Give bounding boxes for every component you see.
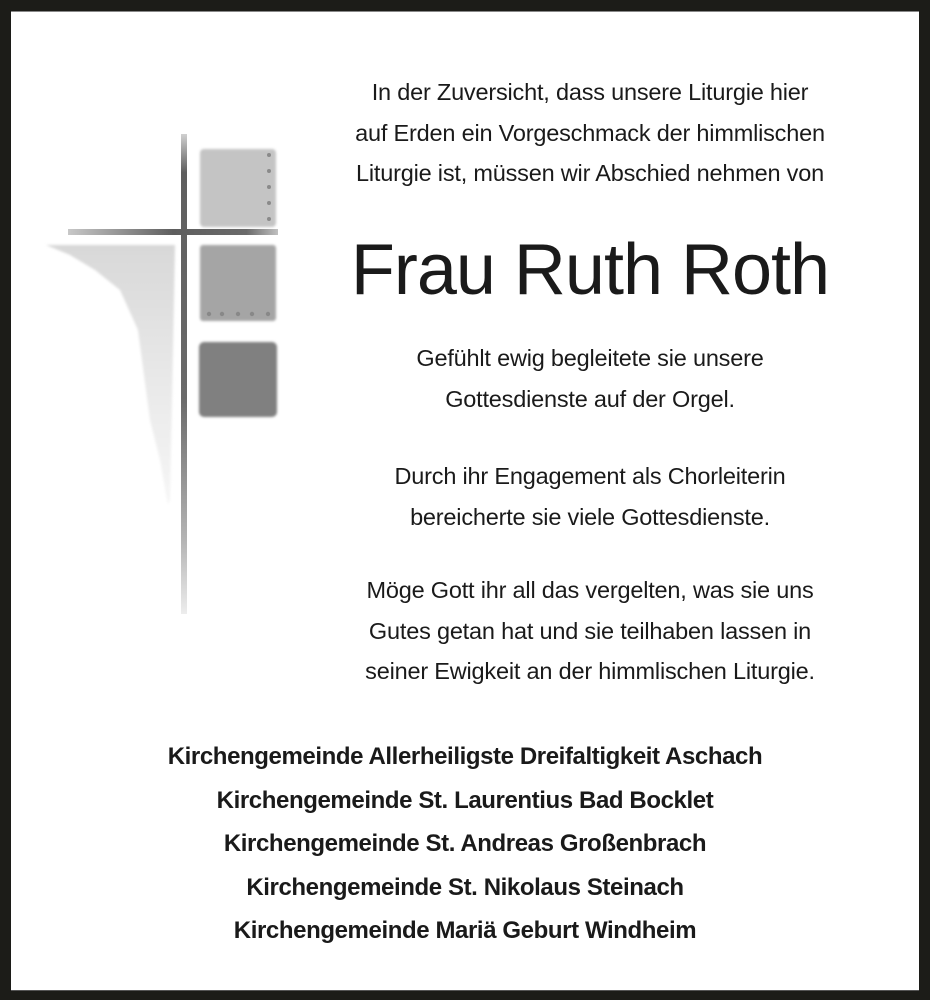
tribute-paragraph-organ [300,338,880,419]
intro-line: auf Erden ein Vorgeschmack der himmlischen [355,119,825,146]
paragraph-line: Gottesdienste auf der Orgel. [445,385,735,412]
tribute-paragraph-choir [300,456,880,537]
intro-text [300,72,880,194]
signatory-parish: Kirchengemeinde St. Nikolaus Steinach [246,873,684,901]
intro-line: Liturgie ist, müssen wir Abschied nehmen von [356,160,824,186]
signatories-list [0,735,930,953]
intro-line: In der Zuversicht, dass unsere Liturgie hier [371,79,809,105]
paragraph-line: bereicherte sie viele Gottesdienste. [410,503,770,530]
paragraph-line: Möge Gott ihr all das vergelten, was sie uns [366,577,814,603]
signatory-parish: Kirchengemeinde St. Andreas Großenbrach [223,830,707,857]
signatory-parish: Kirchengemeinde Allerheiligste Dreifaltigkeit Aschach [167,743,763,770]
signatory-parish: Kirchengemeinde St. Laurentius Bad Bocklet [216,786,714,814]
paragraph-line: Gutes getan hat und sie teilhaben lassen in [368,617,812,644]
signatory-parish: Kirchengemeinde Mariä Geburt Windheim [233,917,697,944]
paragraph-line: Durch ihr Engagement als Chorleiterin [394,463,786,489]
paragraph-line: seiner Ewigkeit an der himmlischen Liturgie. [365,658,815,684]
paragraph-line: Gefühlt ewig begleitete sie unsere [416,345,764,371]
tribute-paragraph-blessing [300,570,880,692]
deceased-name: Frau Ruth Roth [350,230,830,310]
